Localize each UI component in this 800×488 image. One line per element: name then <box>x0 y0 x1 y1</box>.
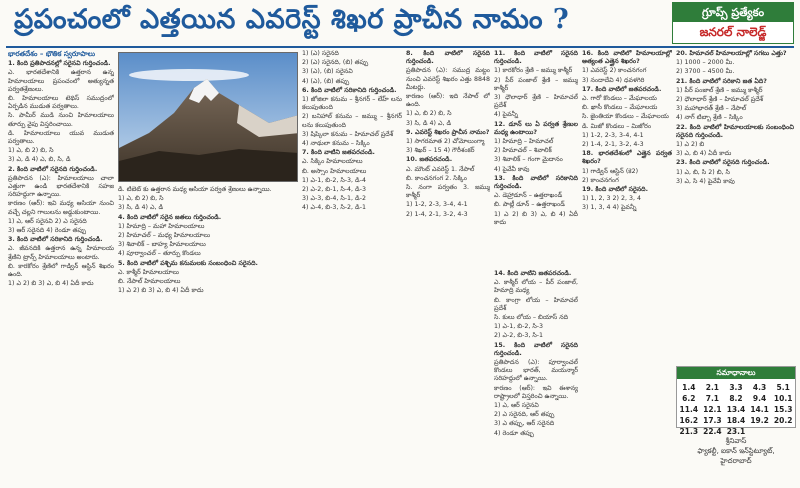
column-5-para: 11. కింది వాటిలో సరైనది గుర్తించండి. <box>494 50 578 66</box>
column-3-para: 4) నాథులా కనుమ – సిక్కిం <box>302 140 370 148</box>
column-5-para: 13. కింది వాటిలో సరికానిది గుర్తించండి. <box>494 174 578 191</box>
column-4-para: ఎ. మౌంట్ ఎవరెస్ట్ 1. నేపాల్ <box>406 165 475 173</box>
column-5-para: 4) పైవన్నీ <box>494 111 518 119</box>
answer-cell: 20.2 <box>773 416 793 425</box>
everest-illustration <box>119 53 298 182</box>
column-1-para: ఎ. భారతదేశానికి ఉత్తరాన ఉన్న హిమాలయాలు ప్రపంచంలో అత్యున్నత పర్వతశ్రేణులు. <box>8 69 114 93</box>
table-row <box>677 415 795 426</box>
answer-cell: 9.4 <box>752 394 767 403</box>
column-4-para: బి. కాంచనగంగ 2. సిక్కిం <box>406 174 467 182</box>
column-7-para: బి. ఖాసీ కొండలు – మేఘాలయ <box>582 104 658 112</box>
answer-key <box>676 366 796 436</box>
column-6 <box>494 270 578 484</box>
column-1-para: ప్రతిపాదన (ఎ): హిమాలయాలు చాలా ఎత్తుగా ఉండి భారతదేశానికి సహజ సరిహద్దుగా ఉన్నాయి. <box>8 174 114 199</box>
column-2-para: 3) సి, డి 4) ఎ, డి <box>118 204 164 212</box>
answer-cell: 2.1 <box>705 383 720 392</box>
column-5-para: 1) ఎ 2) బి 3) ఎ, బి 4) ఏదీ కాదు <box>494 210 578 226</box>
column-8 <box>676 50 794 362</box>
column-4-para: 1) సాగరమాత 2) చోమోలుంగ్మా <box>406 138 485 146</box>
column-4-para: 3) శిఖర్ – 15 4) గౌరీశంకర్ <box>406 147 475 155</box>
column-1-para: 1) ఎ 2) బి 3) ఎ, బి 4) ఏదీ కాదు <box>8 280 94 288</box>
answer-table <box>677 382 795 437</box>
column-2-para: 4) పూర్వాంచల్ – తూర్పు కొండలు <box>118 250 201 258</box>
answer-cell: 5.1 <box>776 383 790 392</box>
table-row <box>677 393 795 404</box>
column-kicker: భారతదేశం – భౌతిక స్వరూపాలు <box>8 50 96 58</box>
column-5-para: 3) ధౌలాధార్ శ్రేణి – హిమాచల్ ప్రదేశ్ <box>494 94 578 110</box>
answer-cell: 13.4 <box>726 405 746 414</box>
answer-cell: 22.4 <box>703 427 722 436</box>
headline: ప్రపంచంలో ఎత్తయిన ఎవరెస్ట్ శిఖర ప్రాచీన నామం ? <box>14 4 570 35</box>
author-name: శ్రీనివాస్ <box>725 437 747 445</box>
column-3-para: 3) షిప్కిలా కనుమ – హిమాచల్ ప్రదేశ్ <box>302 130 394 138</box>
column-8-para: 3) ఎ, సి 4) పైవేవీ కావు <box>676 177 735 185</box>
column-4-para: 3) సి, డి 4) ఎ, డి <box>406 119 452 127</box>
column-8-para: 1) పీర్ పంజాల్ శ్రేణి – జమ్ము కాశ్మీర్ <box>676 86 763 94</box>
column-5-para: 4) పైవేవీ కావు <box>494 165 530 173</box>
table-row <box>677 404 795 415</box>
answer-cell: 16.2 <box>679 416 699 425</box>
column-6-para: 15. కింది వాటిలో సరైనది గుర్తించండి. <box>494 341 578 357</box>
column-2-para: 3) శివాలిక్ – బాహ్య హిమాలయాలు <box>118 241 206 249</box>
answer-cell: 11.4 <box>679 405 699 414</box>
column-5-para: ఎ. డెహ్రాడూన్ – ఉత్తరాఖండ్ <box>494 192 563 200</box>
column-6-para: 3) ఎ తప్పు, ఆర్ సరైనది <box>494 420 555 428</box>
answer-cell: 12.1 <box>703 405 722 414</box>
column-5-para: 3) శివాలిక్ – గంగా మైదానం <box>494 156 563 164</box>
answer-cell: 17.3 <box>703 416 722 425</box>
column-8-para: 22. కింది వాటిలో హిమాలయాలకు సంబంధించి సరైనది గుర్తించండి. <box>676 123 794 139</box>
column-2-para: డి. టిబెట్ కు ఉత్తరాన మధ్య ఆసియా పర్వత శ్రేణులు ఉన్నాయి. <box>118 186 272 193</box>
column-6-para: 2) ఎ-2, బి-3, సి-1 <box>494 332 544 340</box>
column-2-para: 1) ఎ, బి 2) బి, సి <box>118 195 164 203</box>
column-8-para: 3) మహాభారత్ శ్రేణి – నేపాల్ <box>676 105 747 113</box>
column-1-para: కారణం (ఆర్): ఇవి మధ్య ఆసియా నుంచి వచ్చే చల్లని గాలులను అడ్డుకుంటాయి. <box>8 200 114 216</box>
answer-cell: 7.1 <box>705 394 720 403</box>
answer-cell: 15.3 <box>773 405 793 414</box>
column-5-para: బి. పాట్లీ డూన్ – ఉత్తరాఖండ్ <box>494 201 565 209</box>
column-7-para: 2) కాంచనగంగ <box>582 176 619 184</box>
column-3-para: 2) (ఎ) సరైనది, (బి) తప్పు <box>302 59 369 67</box>
column-1-para: 1) ఎ, బి 2) బి, సి <box>8 147 54 155</box>
column-2 <box>118 186 298 484</box>
header-divider <box>6 46 794 48</box>
column-3-para: 1) జోజిలా కనుమ – శ్రీనగర్ – లేహ్ లను కలుపుతుంది <box>302 96 402 112</box>
column-1-para: బి. కారకోరం శ్రేణిలో గాడ్విన్ ఆస్టిన్ శిఖరం ఉంది. <box>8 262 114 279</box>
column-1-para: సి. పామీర్ ముడి నుంచి హిమాలయాలు తూర్పు వైపు విస్తరించాయి. <box>8 112 114 128</box>
column-3-para: బి. అస్సాం హిమాలయాలు <box>302 167 367 175</box>
everest-photo <box>118 52 298 182</box>
column-7-para: 1) ఎవరెస్ట్ 2) కాంచనగంగ <box>582 67 647 75</box>
column-8-para: 2) 3700 – 4500 మీ. <box>676 68 735 76</box>
column-7-para: 16. కింది వాటిలో హిమాలయాల్లో అత్యంత ఎత్తైన శిఖరం? <box>582 50 672 66</box>
column-7-para: 1) 1-2, 2-3, 3-4, 4-1 <box>582 131 644 139</box>
column-1-para: 1. కింది ప్రతిపాదనల్లో సరైనవి గుర్తించండి. <box>8 60 111 68</box>
answer-cell: 6.2 <box>682 394 696 403</box>
column-2-para: 5. కింది వాటిలో పశ్చిమ కనుమలకు సంబంధించి సరైనది. <box>118 259 258 267</box>
column-5-para: 2) పీర్ పంజాల్ శ్రేణి – జమ్ము కాశ్మీర్ <box>494 76 578 92</box>
column-7-para: 18. భారతదేశంలో ఎత్తైన పర్వత శిఖరం? <box>582 150 672 166</box>
column-3-para: 2) బనిహాల్ కనుమ – జమ్ము – శ్రీనగర్ లను కలుపుతుంది <box>302 113 402 129</box>
column-6-para: 14. కింది వాటిని జతపరచండి. <box>494 270 572 277</box>
column-3-para: ఎ. సిక్కిం హిమాలయాలు <box>302 158 363 166</box>
column-2-para: 1) ఎ 2) బి 3) ఎ, బి 4) ఏదీ కాదు <box>118 287 204 295</box>
column-3-para: 2) ఎ-2, బి-1, సి-4, డి-3 <box>302 186 366 194</box>
answer-cell: 10.1 <box>773 394 793 403</box>
column-4-para: ప్రతిపాదన (ఎ): సముద్ర మట్టం నుంచి ఎవరెస్ట్ శిఖరం ఎత్తు 8848 మీటర్లు. <box>406 67 490 91</box>
answer-key-title: సమాధానాలు <box>677 367 795 379</box>
badge-bottom: జనరల్ నాలెడ్జ్ <box>699 25 767 39</box>
column-6-para: 4) రెండూ తప్పు <box>494 429 534 437</box>
column-5-para: 1) కారకోరం శ్రేణి – జమ్ము కాశ్మీర్ <box>494 67 573 75</box>
column-4 <box>406 50 490 486</box>
column-3 <box>302 50 402 486</box>
column-4-para: 1) ఎ, బి 2) బి, సి <box>406 110 452 118</box>
column-2-para: 4. కింది వాటిలో సరైన జతలు గుర్తించండి. <box>118 213 222 221</box>
column-7-para: 19. కింది వాటిలో సరైనది. <box>582 186 649 194</box>
column-7-para: 3) నందాదేవి 4) ధవళగిరి <box>582 76 645 84</box>
column-4-para: 10. జతపరచండి. <box>406 156 453 164</box>
column-6-para: ప్రతిపాదన (ఎ): పూర్వాంచల్ కొండలు భారత్, మయన్మార్ సరిహద్దులో ఉన్నాయి. <box>494 359 578 383</box>
column-8-para: 21. కింది వాటిలో సరికాని జత ఏది? <box>676 77 767 85</box>
column-6-para: 2) ఎ సరైనది, ఆర్ తప్పు <box>494 411 555 419</box>
column-1-para: ఎ. జీవనదికి ఉత్తరాన ఉన్న హిమాలయ శ్రేణిని ట్రాన్స్ హిమాలయాలు అంటారు. <box>8 245 114 261</box>
column-3-para: 4) ఎ-4, బి-3, సి-2, డి-1 <box>302 204 366 212</box>
answer-cell: 21.3 <box>679 427 699 436</box>
column-1-para: 3. కింది వాటిలో సరికానిది గుర్తించండి. <box>8 236 103 244</box>
column-8-para: 1) ఎ 2) బి <box>676 141 705 149</box>
column-7-para: సి. జైంతియా కొండలు – మేఘాలయ <box>582 113 669 121</box>
column-1 <box>8 50 114 486</box>
answer-cell: 8.2 <box>729 394 743 403</box>
column-6-para: సి. కులు లోయ – బియాస్ నది <box>494 314 569 322</box>
column-3-para: 1) ఎ-1, బి-2, సి-3, డి-4 <box>302 176 366 184</box>
column-2-para: బి. నేపాల్ హిమాలయాలు <box>118 278 181 286</box>
column-6-para: 1) ఎ-1, బి-2, సి-3 <box>494 323 544 331</box>
column-5 <box>494 50 578 266</box>
column-7 <box>582 50 672 486</box>
column-3-para: 7. కింది వాటిని జతపరచండి. <box>302 149 375 157</box>
author-credit <box>676 432 796 484</box>
badge-top: గ్రూప్స్ ప్రత్యేకం <box>673 3 793 22</box>
column-5-para: 2) హిమాచల్ – శివాలిక్ <box>494 147 552 155</box>
column-7-para: 1) గాడ్విన్ ఆస్టిన్ (కె2) <box>582 167 639 175</box>
column-7-para: 17. కింది వాటిలో జతపరచండి. <box>582 85 662 93</box>
column-1-para: 3) ఎ, డి 4) ఎ, బి, సి, డి <box>8 156 71 164</box>
column-6-para: కారణం (ఆర్): ఇవి ఈశాన్య రాష్ట్రాలలో విస్తరించి ఉన్నాయి. <box>494 384 578 400</box>
column-1-para: బి. హిమాలయాలు టెథిస్ సముద్రంలో ఏర్పడిన ముడుత పర్వతాలు. <box>8 95 114 111</box>
column-4-para: సి. నంగా పర్వతం 3. జమ్ము కాశ్మీర్ <box>406 184 490 200</box>
column-1-para: 1) ఎ, ఆర్ సరైనవి 2) ఎ సరైనది <box>8 217 87 225</box>
column-4-para: 1) 1-2, 2-3, 3-4, 4-1 <box>406 201 468 209</box>
column-8-para: 20. హిమాచల్ హిమాలయాల్లో సగటు ఎత్తు? <box>676 50 787 57</box>
column-8-para: 1) 1000 – 2000 మీ. <box>676 59 735 67</box>
column-7-para: 1) 1, 2, 3 2) 2, 3, 4 <box>582 195 641 203</box>
column-8-para: 1) ఎ, బి, సి 2) బి, సి <box>676 168 730 176</box>
column-6-para: ఎ. కాశ్మీర్ లోయ – పీర్ పంజాల్, హిమాద్రి మధ్య <box>494 279 578 295</box>
column-4-para: 2) 1-4, 2-1, 3-2, 4-3 <box>406 210 468 218</box>
column-4-para: 8. కింది వాటిలో సరైనది గుర్తించండి. <box>406 50 490 66</box>
column-6-para: బి. కాంగ్రా లోయ – హిమాచల్ ప్రదేశ్ <box>494 296 578 312</box>
column-2-para: 1) హిమాద్రి – మహా హిమాలయాలు <box>118 222 205 230</box>
answer-cell: 1.4 <box>682 383 696 392</box>
column-5-para: 12. డూన్ లు ఏ పర్వత శ్రేణుల మధ్య ఉంటాయి? <box>494 120 578 136</box>
column-6-para: 1) ఎ, ఆర్ సరైనవి <box>494 402 539 410</box>
column-1-para: డి. హిమాలయాలు యువ ముడుత పర్వతాలు. <box>8 129 114 146</box>
answer-cell: 3.3 <box>729 383 743 392</box>
column-1-para: 2. కింది వాటిలో సరైనది గుర్తించండి. <box>8 165 98 173</box>
column-4-para: 9. ఎవరెస్ట్ శిఖరం ప్రాచీన నామం? <box>406 128 490 136</box>
column-5-para: 1) హిమాద్రి – హిమాచల్ <box>494 138 554 146</box>
answer-cell: 18.4 <box>726 416 746 425</box>
table-row <box>677 382 795 393</box>
column-1-para: 3) ఆర్ సరైనది 4) రెండూ తప్పు <box>8 227 87 235</box>
column-3-para: 1) (ఎ) సరైనది <box>302 50 339 57</box>
column-7-para: డి. మిజో కొండలు – మిజోరం <box>582 122 652 130</box>
column-3-para: 6. కింది వాటిలో సరికానిది గుర్తించండి. <box>302 86 397 94</box>
column-7-para: 2) 1-4, 2-1, 3-2, 4-3 <box>582 141 644 149</box>
answer-cell: 4.3 <box>752 383 767 392</box>
column-2-para: ఎ. కాశ్మీర్ హిమాలయాలు <box>118 268 179 276</box>
answer-cell: 14.1 <box>750 405 769 414</box>
column-8-para: 3) ఎ, బి 4) ఏదీ కాదు <box>676 150 732 158</box>
column-3-para: 3) (ఎ), (బి) సరైనవి <box>302 68 353 76</box>
column-3-para: 3) ఎ-3, బి-4, సి-1, డి-2 <box>302 195 366 203</box>
column-3-para: 4) (ఎ), (బి) తప్పు <box>302 77 350 85</box>
column-8-para: 2) ధౌలాధార్ శ్రేణి – హిమాచల్ ప్రదేశ్ <box>676 96 764 104</box>
column-8-para: 4) నాగ్ టిబ్బా శ్రేణి – సిక్కిం <box>676 114 743 122</box>
column-4-para: కారణం (ఆర్): ఇది నేపాల్ లో ఉంది. <box>406 93 490 109</box>
column-2-para: 2) హిమాచల్ – మధ్య హిమాలయాలు <box>118 232 211 240</box>
author-place: హైదరాబాద్ <box>720 457 752 465</box>
column-7-para: ఎ. గారో కొండలు – మేఘాలయ <box>582 95 657 103</box>
section-badge <box>672 2 794 44</box>
answer-cell: 23.1 <box>726 427 746 436</box>
author-line: ఫ్యాకల్టీ, ఐకాన్ ఇన్‌స్టిట్యూట్, <box>697 447 775 455</box>
column-8-para: 23. కింది వాటిలో సరైనది గుర్తించండి. <box>676 159 770 167</box>
answer-cell: 19.2 <box>750 416 769 425</box>
column-7-para: 3) 1, 3, 4 4) పైవన్నీ <box>582 204 637 212</box>
